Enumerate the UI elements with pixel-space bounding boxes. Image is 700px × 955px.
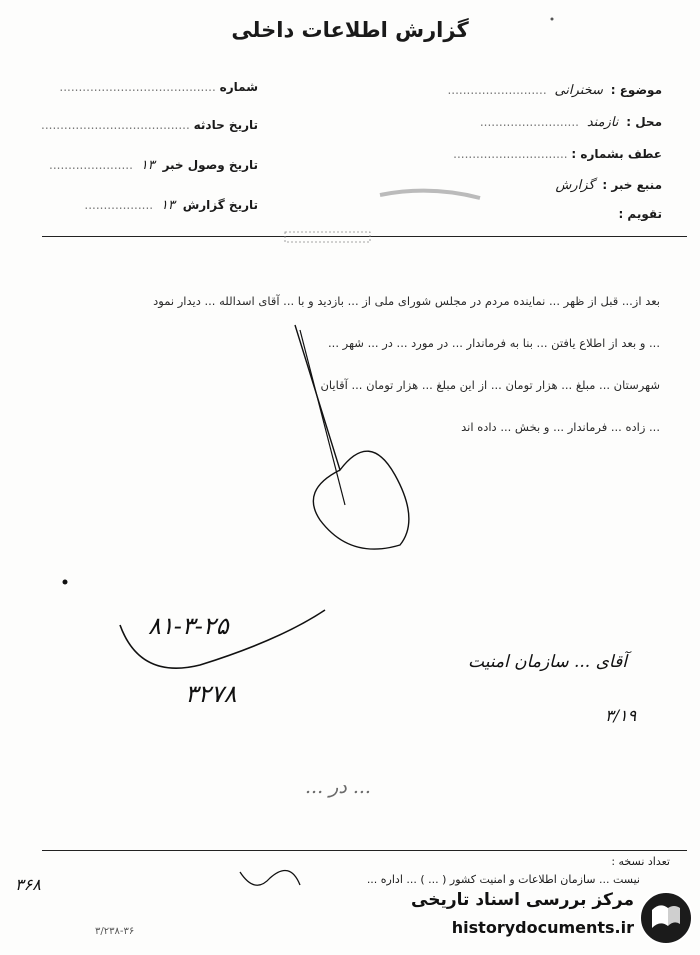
subject-value: سخنرانی [554, 83, 603, 98]
receipt-date-value: ۱۳ [140, 158, 155, 173]
source-value: گزارش [555, 178, 595, 193]
body-line: بعد از... قبل از ظهر ... نماینده مردم در مجلس شورای ملی از ... بازدید و با ... آقای اسدالله ... دیدار نمود [153, 294, 660, 308]
evaluation-label: تقویم : [618, 207, 662, 221]
handwritten-signature-date: ۳/۱۹ [605, 706, 637, 725]
number-label: شماره [219, 80, 258, 94]
source-field [551, 178, 662, 193]
location-field: محل : نازمند .......................... [479, 115, 662, 130]
subject-label: موضوع : [610, 83, 662, 97]
handwritten-signature-note: آقای ... سازمان امنیت [468, 652, 627, 672]
footer-divider [42, 850, 687, 851]
document-title: گزارش اطلاعات داخلی [231, 18, 469, 42]
receipt-date-field: تاریخ وصول خبر ۱۳ ...................... [49, 158, 258, 173]
incident-date-field: تاریخ حادثه ....................................... [41, 118, 258, 132]
receipt-date-label: تاریخ وصول خبر [162, 158, 258, 172]
book-logo-icon [638, 890, 694, 946]
watermark-title: مرکز بررسی اسناد تاریخی [411, 890, 634, 910]
copies-line: نیست ... سازمان اطلاعات و امنیت کشور ( ... ) ... اداره ... [366, 873, 640, 886]
margin-note: ۳۶۸ [15, 875, 41, 894]
report-date-value: ۱۳ [160, 198, 175, 213]
body-line: ... زاده ... فرماندار ... و بخش ... داده اند [461, 420, 660, 434]
watermark-site: historydocuments.ir [451, 918, 634, 937]
location-value: نازمند [586, 115, 619, 130]
report-date-field: تاریخ گزارش ۱۳ .................. [84, 198, 258, 213]
body-line: شهرستان ... مبلغ ... هزار تومان ... از این مبلغ ... هزار تومان ... آقایان [320, 378, 660, 392]
header-divider [42, 236, 687, 237]
incident-date-label: تاریخ حادثه [193, 118, 258, 132]
evaluation-field [618, 207, 662, 221]
location-label: محل : [626, 115, 662, 129]
handwritten-faint-note: ... در ... [305, 776, 371, 798]
body-line: ... و بعد از اطلاع یافتن ... بنا به فرماندار ... در مورد ... در ... شهر ... [328, 336, 660, 350]
attachment-label: عطف بشماره : [571, 147, 662, 161]
document-number: ۳/۲۳۸-۳۶ [95, 926, 135, 937]
archive-watermark [411, 888, 696, 952]
report-body [40, 280, 660, 448]
subject-field: موضوع : سخنرانی .......................... [447, 83, 662, 98]
source-label: منبع خبر : [602, 178, 662, 192]
handwritten-date-note: ۸۱-۳-۲۵ [148, 612, 229, 640]
attachment-field: عطف بشماره : .............................. [453, 147, 662, 161]
copies-label: تعداد نسخه : [611, 855, 670, 868]
handwritten-number-note: ۳۲۷۸ [185, 680, 237, 708]
number-field: شماره ......................................... [59, 80, 258, 94]
report-date-label: تاریخ گزارش [182, 198, 258, 212]
